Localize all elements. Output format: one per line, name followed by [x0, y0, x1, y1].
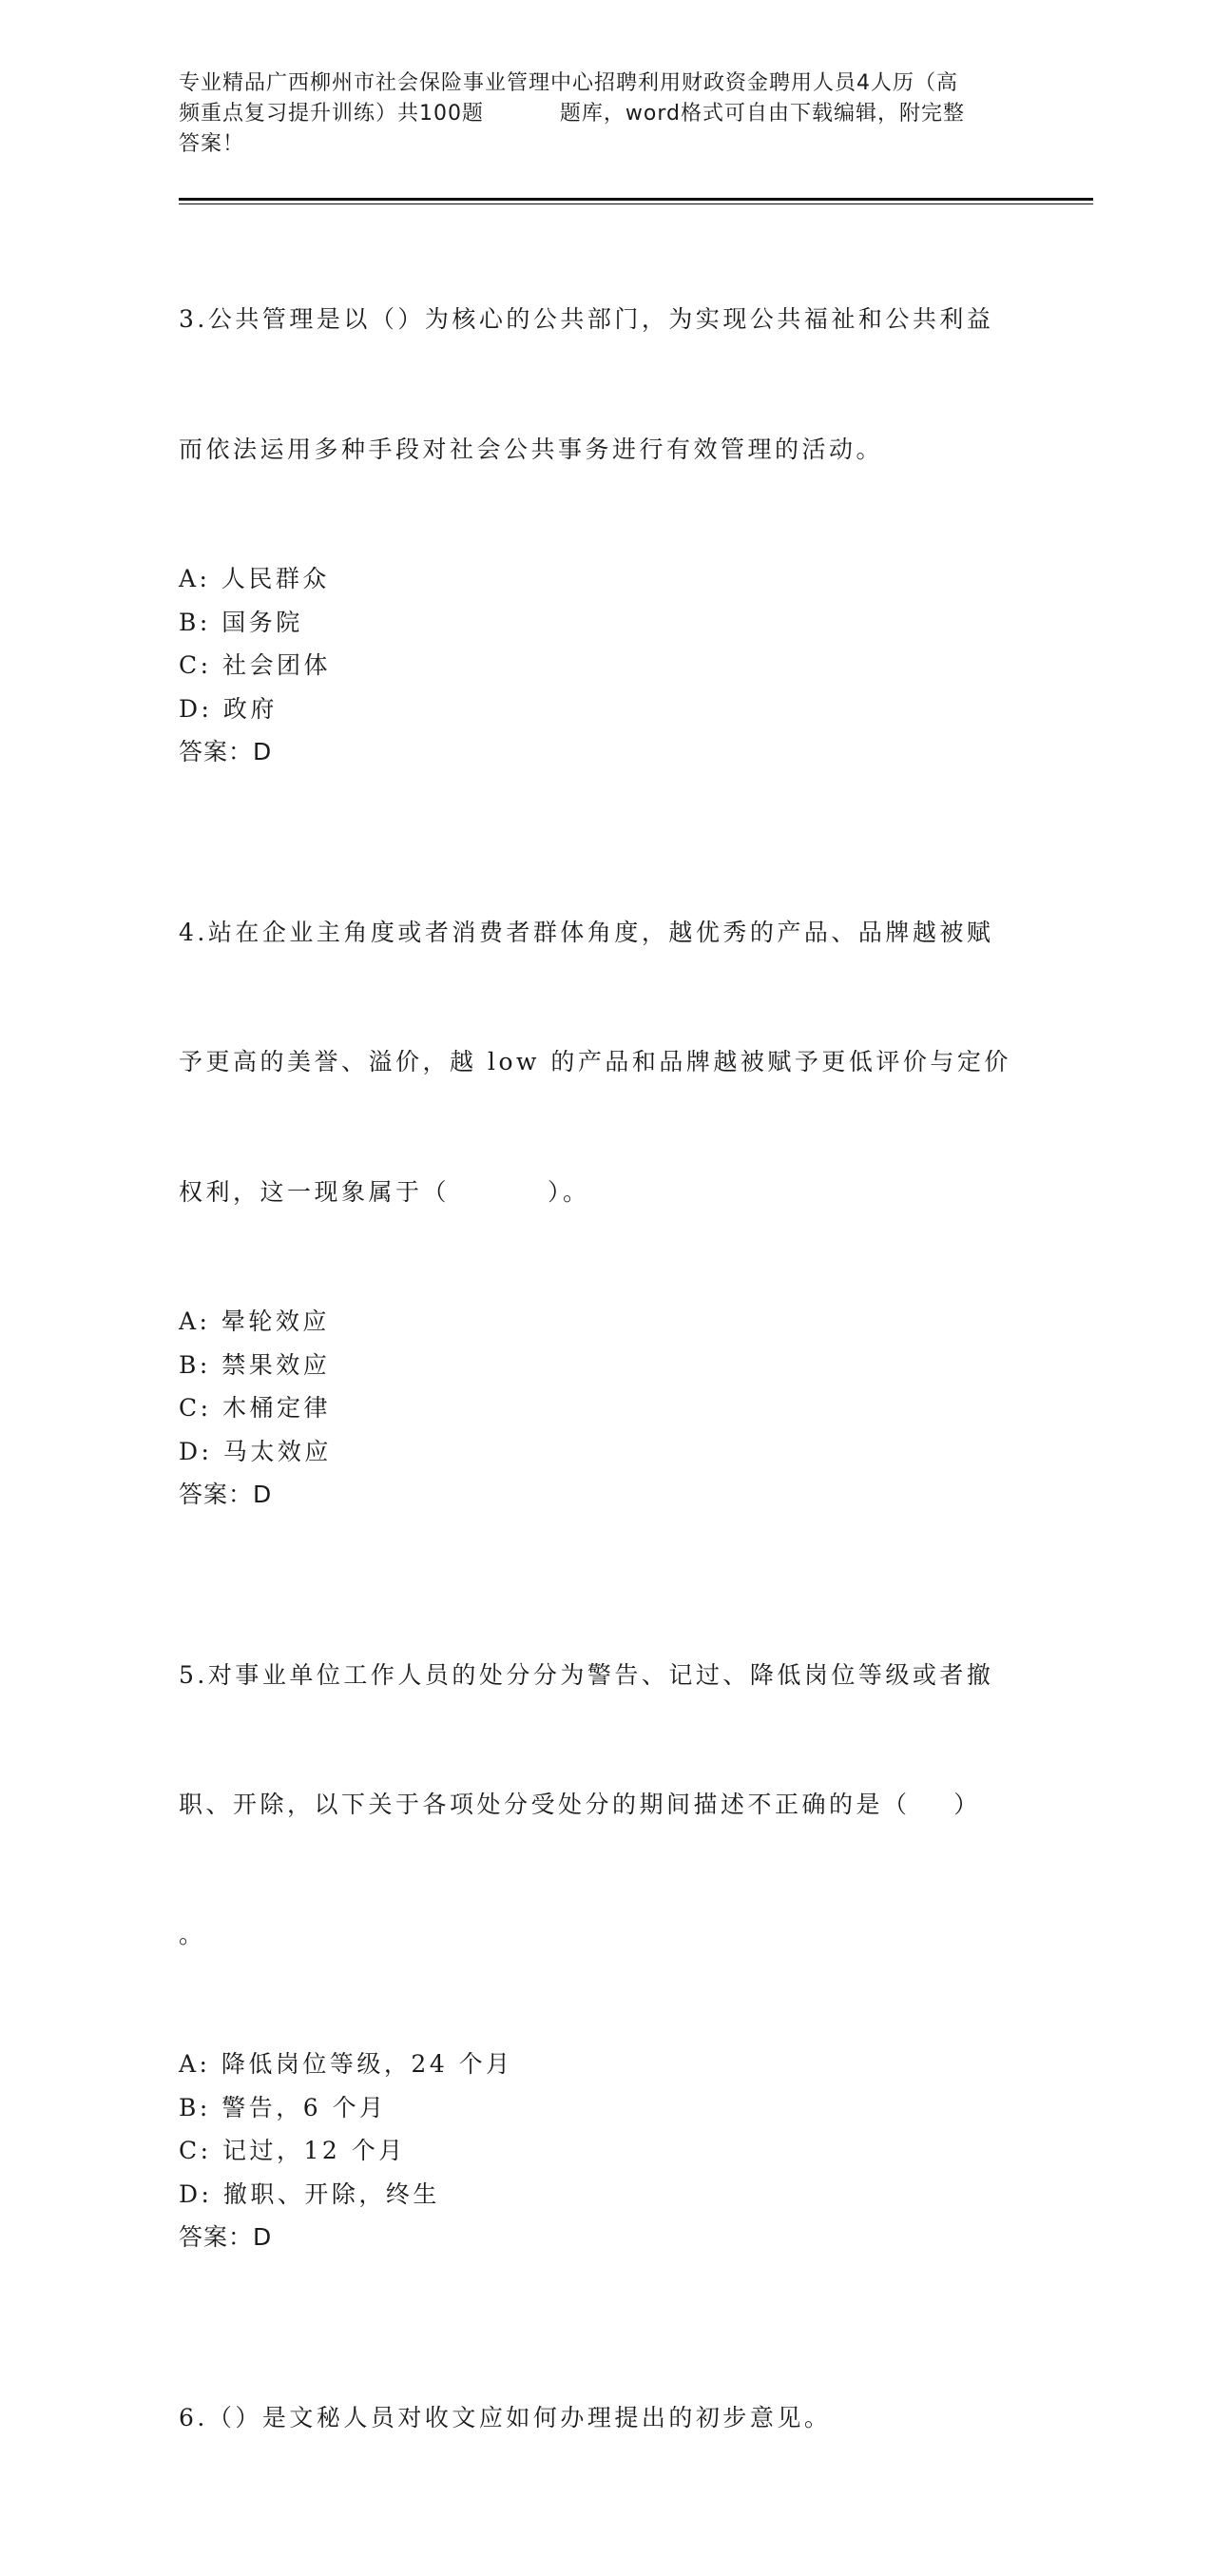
option-c: C: 木桶定律 [179, 1394, 331, 1422]
header-divider-thin [179, 203, 1093, 204]
header-line-1: 专业精品广西柳州市社会保险事业管理中心招聘利用财政资金聘用人员4人历（高 [179, 71, 958, 95]
answer-label: 答案：D [179, 738, 273, 765]
option-d: D: 撤职、开除，终生 [179, 2179, 440, 2208]
option-a: A: 降低岗位等级，24 个月 [179, 2050, 513, 2078]
option-b: B: 国务院 [179, 608, 303, 636]
question-line: 权利，这一现象属于（ ）。 [179, 1177, 590, 1206]
question-5 [179, 1567, 1034, 2259]
question-line: 6.（）是文秘人员对收文应如何办理提出的初步意见。 [179, 2403, 832, 2431]
option-c: C: 记过，12 个月 [179, 2137, 406, 2164]
question-text [179, 211, 1034, 557]
option-b: B: 警告，6 个月 [179, 2093, 387, 2121]
header-line-3: 答案！ [179, 132, 245, 156]
answer-label: 答案：D [179, 1481, 273, 1508]
document-header [179, 68, 1034, 160]
header-divider-thick [179, 198, 1093, 201]
question-line: 予更高的美誉、溢价，越 low 的产品和品牌越被赋予更低评价与定价 [179, 1048, 1011, 1075]
option-d: D: 政府 [179, 694, 278, 723]
question-6 [179, 2310, 1034, 2527]
option-b: B: 禁果效应 [179, 1350, 331, 1379]
option-a: A: 人民群众 [179, 565, 330, 592]
question-4 [179, 824, 1034, 1517]
question-line: 职、开除，以下关于各项处分受处分的期间描述不正确的是（ ） [179, 1791, 981, 1818]
question-text [179, 1567, 1034, 2043]
header-line-2: 频重点复习提升训练）共100题 题库，word格式可自由下载编辑，附完整 [179, 102, 966, 126]
question-line: 而依法运用多种手段对社会公共事务进行有效管理的活动。 [179, 435, 884, 463]
question-line: 4.站在企业主角度或者消费者群体角度，越优秀的产品、品牌越被赋 [179, 918, 994, 946]
question-text [179, 2310, 1034, 2527]
option-d: D: 马太效应 [179, 1437, 332, 1465]
question-line: 3.公共管理是以（）为核心的公共部门，为实现公共福祉和公共利益 [179, 305, 994, 333]
question-text [179, 824, 1034, 1301]
question-line: 5.对事业单位工作人员的处分分为警告、记过、降低岗位等级或者撤 [179, 1660, 994, 1689]
question-3 [179, 211, 1034, 774]
option-a: A: 晕轮效应 [179, 1307, 330, 1335]
question-list [179, 211, 1034, 2576]
option-c: C: 社会团体 [179, 651, 331, 679]
question-line: 。 [179, 1920, 206, 1948]
answer-label: 答案：D [179, 2223, 273, 2251]
